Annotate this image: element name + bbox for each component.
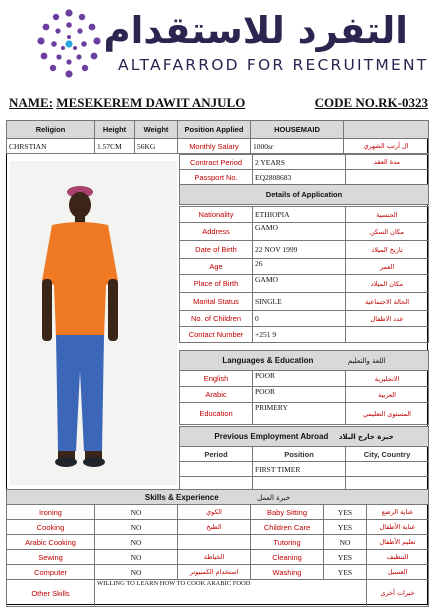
nationality-ar: الجنسية — [346, 207, 429, 223]
employment-period-value — [180, 462, 253, 477]
skill-arabic-cooking-label: Arabic Cooking — [7, 535, 95, 550]
english-ar: الانجليزية — [346, 371, 429, 387]
skill-ironing-label: Ironing — [7, 505, 95, 520]
skill-sewing-ar: الخياطة — [178, 550, 251, 565]
skill-washing-value: YES — [324, 565, 367, 580]
employment-position-value: FIRST TIMER — [253, 462, 346, 477]
skill-cleaning-label: Cleaning — [251, 550, 324, 565]
top-info-table — [6, 120, 429, 154]
height-header: Height — [95, 121, 135, 139]
skill-washing-label: Washing — [251, 565, 324, 580]
header-spacer — [344, 121, 429, 139]
company-arabic-title: التفرد للاستقدام — [103, 9, 408, 52]
details-table — [179, 206, 429, 343]
passport-no-label: Passport No. — [180, 170, 253, 185]
marital-status-value: SINGLE — [253, 293, 346, 311]
education-ar: المستوى التعليمي — [346, 403, 429, 425]
address-ar: مكان السكن — [346, 223, 429, 241]
city-country-column-header: City, Country — [346, 447, 429, 462]
skill-cleaning-value: YES — [324, 550, 367, 565]
date-of-birth-label: Date of Birth — [180, 241, 253, 259]
person-photo-image — [10, 161, 177, 485]
date-of-birth-ar: تاريخ الميلاد — [346, 241, 429, 259]
name-value: MESEKEREM DAWIT ANJULO — [56, 95, 246, 110]
skill-children-care-ar: عناية الأطفال — [367, 520, 429, 535]
contract-period-ar: مدة العقد — [346, 155, 429, 170]
contact-number-ar — [346, 327, 429, 343]
skill-baby-sitting-value: YES — [324, 505, 367, 520]
passport-no-ar — [346, 170, 429, 185]
education-label: Education — [180, 403, 253, 425]
place-of-birth-label: Place of Birth — [180, 275, 253, 293]
other-skills-label: Other Skills — [7, 580, 95, 607]
skill-cooking-label: Cooking — [7, 520, 95, 535]
height-value: 1.57CM — [95, 139, 135, 154]
skill-children-care-value: YES — [324, 520, 367, 535]
skill-computer-ar: استخدام الكمبيوتر — [178, 565, 251, 580]
address-value: GAMO — [253, 223, 346, 241]
skill-tutoring-ar: تعليم الأطفال — [367, 535, 429, 550]
candidate-name — [9, 95, 245, 111]
skill-baby-sitting-ar: عناية الرضع — [367, 505, 429, 520]
position-column-header: Position — [253, 447, 346, 462]
position-applied-header: Position Applied — [178, 121, 251, 139]
weight-value: 56KG — [135, 139, 178, 154]
arabic-value: POOR — [253, 387, 346, 403]
skill-sewing-label: Sewing — [7, 550, 95, 565]
english-label: English — [180, 371, 253, 387]
passport-no-value: EQ2808683 — [253, 170, 346, 185]
candidate-code: CODE NO.RK-0323 — [314, 95, 428, 110]
position-applied-value: HOUSEMAID — [251, 121, 344, 139]
employment-title-cell — [180, 427, 429, 447]
date-of-birth-value: 22 NOV 1999 — [253, 241, 346, 259]
children-value: 0 — [253, 311, 346, 327]
monthly-salary-value: 1000sr — [251, 139, 344, 154]
employment-title: Previous Employment Abroad — [214, 432, 329, 441]
english-value: POOR — [253, 371, 346, 387]
languages-table — [179, 350, 429, 425]
monthly-salary-ar: ال أرتب الشهري — [344, 139, 429, 154]
skill-cooking-ar: الطبخ — [178, 520, 251, 535]
skill-tutoring-value: NO — [324, 535, 367, 550]
place-of-birth-value: GAMO — [253, 275, 346, 293]
age-value: 26 — [253, 259, 346, 275]
employment-title-ar: خبرة خارج البلاد — [338, 433, 394, 441]
skill-arabic-cooking-value: NO — [95, 535, 178, 550]
weight-header: Weight — [135, 121, 178, 139]
other-skills-ar: خبرات أخرى — [367, 580, 429, 607]
skill-ironing-ar: الكوي — [178, 505, 251, 520]
skills-title-ar: خبرة العمل — [257, 493, 291, 502]
contract-table — [179, 154, 429, 205]
other-skills-value: WILLING TO LEARN HOW TO COOK ARABIC FOOD — [95, 580, 367, 607]
children-ar: عدد الاطفال — [346, 311, 429, 327]
age-ar: العمر — [346, 259, 429, 275]
skill-tutoring-label: Tutoring — [251, 535, 324, 550]
skill-cooking-value: NO — [95, 520, 178, 535]
skill-computer-label: Computer — [7, 565, 95, 580]
arabic-label: Arabic — [180, 387, 253, 403]
contact-number-label: Contact Number — [180, 327, 253, 343]
employment-table — [179, 426, 429, 492]
company-english-title: ALTAFARROD FOR RECRUITMENT — [118, 56, 429, 74]
education-value: PRIMERY — [253, 403, 346, 425]
skill-computer-value: NO — [95, 565, 178, 580]
name-label: NAME: — [9, 95, 54, 110]
languages-title-cell — [180, 351, 429, 371]
contract-period-label: Contract Period — [180, 155, 253, 170]
address-label: Address — [180, 223, 253, 241]
skill-arabic-cooking-ar — [178, 535, 251, 550]
skill-cleaning-ar: التنظيف — [367, 550, 429, 565]
monthly-salary-label: Monthly Salary — [178, 139, 251, 154]
languages-title: Languages & Education — [222, 356, 314, 365]
skill-children-care-label: Children Care — [251, 520, 324, 535]
place-of-birth-ar: مكان الميلاد — [346, 275, 429, 293]
religion-header: Religion — [7, 121, 95, 139]
marital-status-label: Marital Status — [180, 293, 253, 311]
candidate-photo — [10, 161, 177, 485]
skill-baby-sitting-label: Baby Sitting — [251, 505, 324, 520]
skill-ironing-value: NO — [95, 505, 178, 520]
skill-sewing-value: NO — [95, 550, 178, 565]
skill-washing-ar: الغسيل — [367, 565, 429, 580]
marital-status-ar: الحالة الاجتماعية — [346, 293, 429, 311]
contract-period-value: 2 YEARS — [253, 155, 346, 170]
details-title: Details of Application — [180, 185, 429, 205]
nationality-value: ETHIOPIA — [253, 207, 346, 223]
period-column-header: Period — [180, 447, 253, 462]
languages-title-ar: اللغة والتعليم — [347, 357, 386, 365]
skills-title: Skills & Experience — [144, 492, 219, 502]
company-logo-icon — [34, 8, 104, 80]
age-label: Age — [180, 259, 253, 275]
arabic-ar: العربية — [346, 387, 429, 403]
children-label: No. of Children — [180, 311, 253, 327]
skills-title-cell — [7, 490, 429, 505]
skills-table — [6, 489, 429, 607]
contact-number-value: +251 9 — [253, 327, 346, 343]
religion-value: CHRSTIAN — [7, 139, 95, 154]
employment-city-value — [346, 462, 429, 477]
nationality-label: Nationality — [180, 207, 253, 223]
